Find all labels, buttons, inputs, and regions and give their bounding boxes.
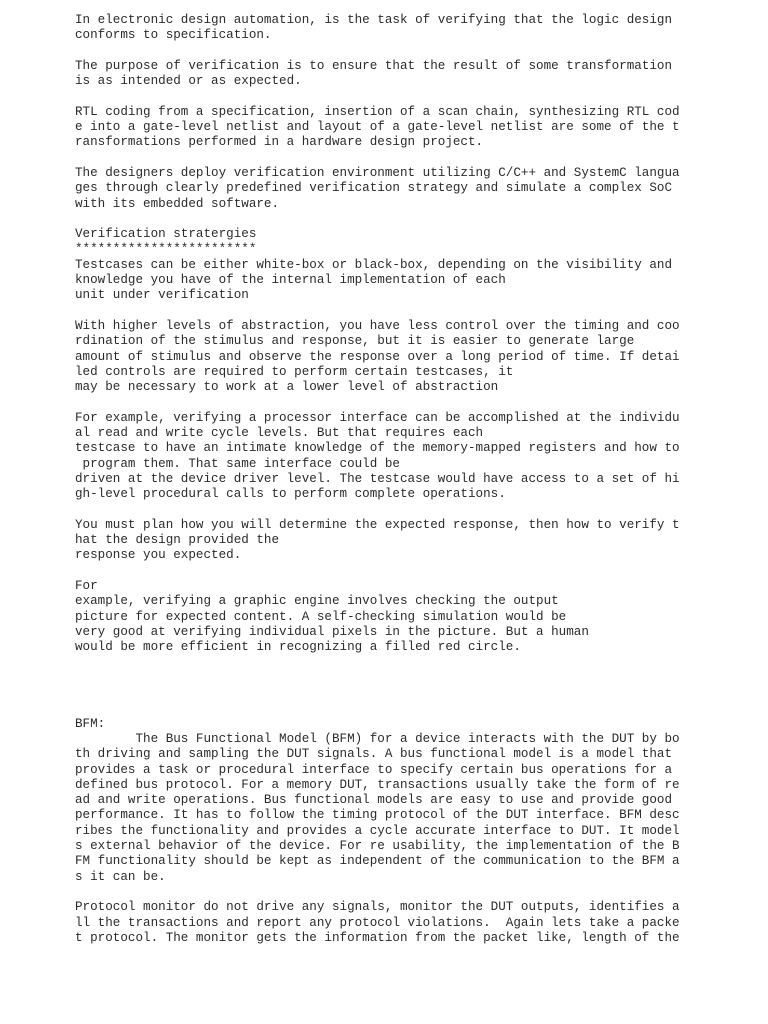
text-line: program them. That same interface could be [75,456,400,471]
text-line: Verification stratergies [75,227,257,242]
text-line: unit under verification [75,288,249,303]
text-line: s it can be. [75,869,166,884]
text-line: RTL coding from a specification, insertion of a scan chain, synthesizing RTL cod [75,104,680,119]
text-line: FM functionality should be kept as independent of the communication to the BFM a [75,854,680,869]
text-line: with its embedded software. [75,196,280,211]
strategies-paragraph [75,227,715,303]
text-line: ransformations performed in a hardware design project. [75,135,484,150]
text-line: ************************ [75,242,257,257]
text-line: hat the design provided the [75,533,280,548]
bfm-section [75,717,715,885]
document-page [75,13,715,961]
transformations-paragraph [75,105,715,151]
text-line: In electronic design automation, is the task of verifying that the logic design [75,13,673,27]
text-line: You must plan how you will determine the expected response, then how to verify t [75,517,680,532]
text-line: al read and write cycle levels. But that requires each [75,426,484,441]
bfm-heading: BFM: [75,716,106,731]
text-line: With higher levels of abstraction, you have less control over the timing and coo [75,318,680,333]
text-line: The purpose of verification is to ensure that the result of some transformation [75,58,673,73]
paragraph-list [75,13,715,655]
text-line: is as intended or as expected. [75,74,302,89]
intro-paragraph [75,13,715,44]
text-line: amount of stimulus and observe the response over a long period of time. If detai [75,349,680,364]
text-line: ribes the functionality and provides a cycle accurate interface to DUT. It model [75,823,680,838]
text-line: picture for expected content. A self-checking simulation would be [75,609,567,624]
text-line: rdination of the stimulus and response, but it is easier to generate large [75,334,635,349]
text-line: ll the transactions and report any protocol violations. Again lets take a packe [75,915,680,930]
text-line: would be more efficient in recognizing a filled red circle. [75,640,521,655]
text-line: very good at verifying individual pixels in the picture. But a human [75,624,589,639]
text-line: t protocol. The monitor gets the information from the packet like, length of the [75,930,680,945]
text-line: provides a task or procedural interface to specify certain bus operations for a [75,762,673,777]
text-line: defined bus protocol. For a memory DUT, transactions usually take the form of re [75,777,680,792]
text-line: Testcases can be either white-box or black-box, depending on the visibility and [75,257,673,272]
text-line: driven at the device driver level. The testcase would have access to a set of hi [75,471,680,486]
text-line: led controls are required to perform certain testcases, it [75,364,514,379]
text-line: gh-level procedural calls to perform complete operations. [75,487,506,502]
text-line: s external behavior of the device. For re usability, the implementation of the B [75,839,680,854]
text-line: knowledge you have of the internal implementation of each [75,273,506,288]
text-line: testcase to have an intimate knowledge of the memory-mapped registers and how to [75,441,680,456]
environment-paragraph [75,166,715,212]
section-gap [75,671,715,717]
text-line: The Bus Functional Model (BFM) for a device interacts with the DUT by bo [75,731,680,746]
text-line: performance. It has to follow the timing protocol of the DUT interface. BFM desc [75,808,680,823]
text-line: response you expected. [75,548,242,563]
text-line: For [75,578,98,593]
text-line: may be necessary to work at a lower level of abstraction [75,380,499,395]
text-line: th driving and sampling the DUT signals. A bus functional model is a model that [75,747,673,762]
text-line: e into a gate-level netlist and layout of a gate-level netlist are some of the t [75,120,680,135]
graphic-engine-paragraph [75,579,715,655]
abstraction-paragraph [75,319,715,395]
text-line: ges through clearly predefined verification strategy and simulate a complex SoC [75,181,673,196]
text-line: example, verifying a graphic engine involves checking the output [75,594,559,609]
text-line: ad and write operations. Bus functional models are easy to use and provide good [75,793,673,808]
processor-interface-paragraph [75,411,715,503]
bfm-body [75,732,715,885]
text-line: The designers deploy verification environment utilizing C/C++ and SystemC langua [75,165,680,180]
text-line: For example, verifying a processor interface can be accomplished at the individu [75,410,680,425]
text-line: Protocol monitor do not drive any signals, monitor the DUT outputs, identifies a [75,900,680,915]
expected-response-paragraph [75,518,715,564]
text-line: conforms to specification. [75,28,272,43]
protocol-monitor-paragraph [75,900,715,946]
purpose-paragraph [75,59,715,90]
